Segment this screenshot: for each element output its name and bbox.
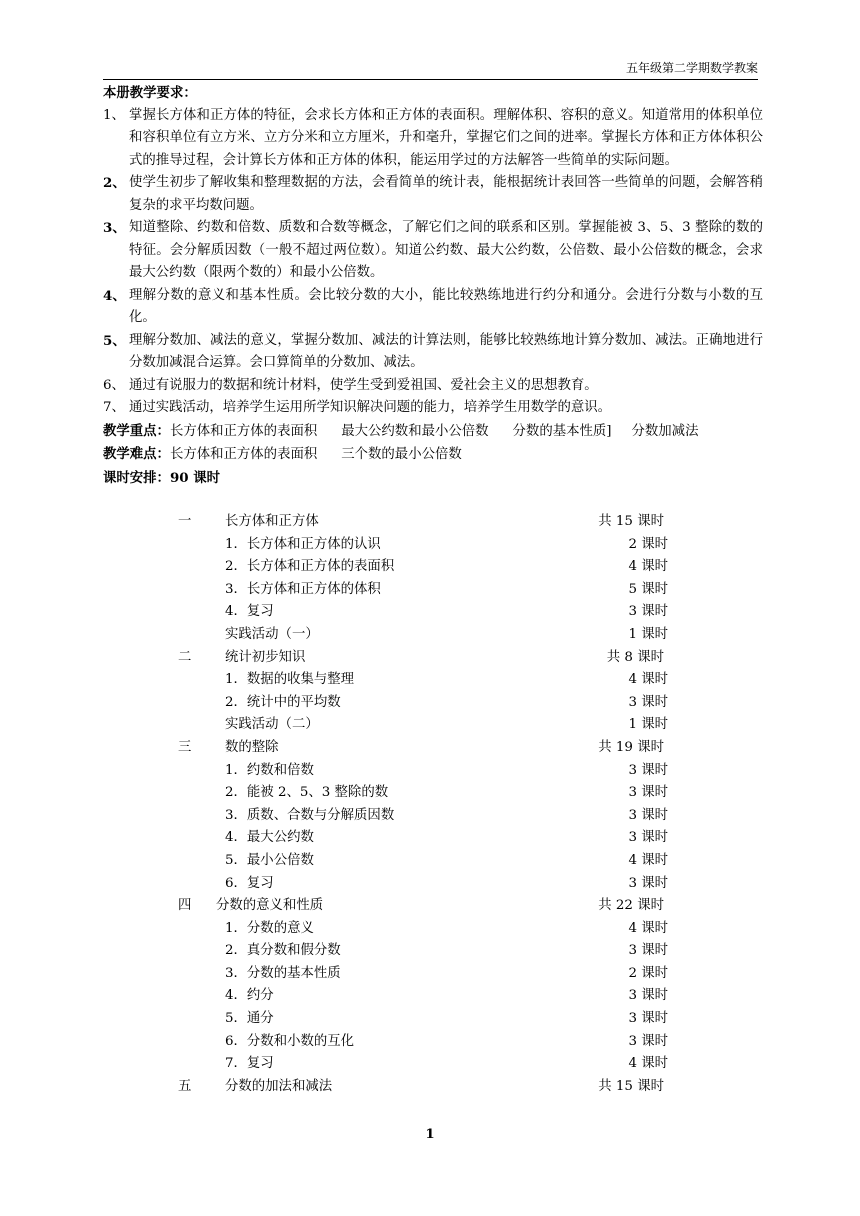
requirement-number: 4、 [103,287,126,304]
page-header: 五年级第二学期数学教案 [625,61,758,75]
chapter-number: 一 [178,514,192,529]
lesson-hours: 3 课时 [628,762,668,778]
schedule-lesson-row [178,760,668,783]
key-point-item: 分数加减法 [631,423,699,439]
lesson-hours: 3 课时 [628,988,668,1004]
difficulties-label: 教学难点： [103,446,170,462]
key-point-item: 最大公约数和最小公倍数 [341,423,489,439]
lesson-hours: 共 15 课时 [598,1078,664,1094]
schedule-lesson-row [178,827,668,850]
requirement-item [103,397,763,420]
key-points-line [103,420,763,444]
lesson-title: 实践活动（一） [225,626,319,642]
lesson-title: 3．分数的基本性质 [225,965,341,981]
lesson-title: 7．复习 [225,1056,274,1072]
lesson-hours: 共 19 课时 [598,739,664,755]
requirement-number: 3、 [103,220,126,236]
difficulties-line [103,443,763,467]
requirement-text: 知道整除、约数和倍数、质数和合数等概念，了解它们之间的联系和区别。掌握能被 3、5、3 整除的数的特征。会分解质因数（一般不超过两位数）。知道公约数、最大公约数，公倍数、最小公倍数的概念，会求最大公约数（限两个数的）和最小公倍数。 [129,220,763,280]
requirements-heading: 本册教学要求： [103,85,197,101]
requirement-number: 6、 [103,377,125,393]
lesson-title: 5．最小公倍数 [225,852,314,868]
schedule-label: 课时安排：90 课时 [103,469,221,486]
chapter-title: 数的整除 [225,739,279,755]
requirement-item [103,172,763,217]
chapter-title: 长方体和正方体 [225,514,319,529]
lesson-title: 2．能被 2、5、3 整除的数 [225,785,389,801]
chapter-number: 三 [178,739,192,755]
requirement-item [103,375,763,398]
lesson-hours: 3 课时 [628,830,668,846]
requirement-item [103,217,763,285]
document-body [103,82,763,489]
lesson-hours: 3 课时 [628,694,668,710]
schedule-lesson-row [178,579,668,602]
requirement-text: 通过有说服力的数据和统计材料，使学生受到爱祖国、爱社会主义的思想教育。 [129,377,598,393]
schedule-lesson-row [178,534,668,557]
lesson-hours: 4 课时 [628,672,668,688]
schedule-chapter-row [178,1076,668,1099]
schedule-chapter-row [178,895,668,918]
lesson-hours: 3 课时 [628,875,668,891]
lesson-title: 4．约分 [225,988,274,1004]
lesson-title: 4．最大公约数 [225,830,314,846]
lesson-hours: 4 课时 [628,1056,668,1072]
requirement-item [103,330,763,375]
schedule-lesson-row [178,782,668,805]
lesson-hours: 共 22 课时 [598,898,664,914]
chapter-title: 统计初步知识 [225,649,306,665]
lesson-title: 1．数据的收集与整理 [225,672,355,688]
lesson-hours: 共 8 课时 [606,649,664,665]
requirement-item [103,285,763,330]
schedule-lesson-row [178,940,668,963]
header-rule [103,79,758,80]
difficulty-item: 三个数的最小公倍数 [341,447,462,462]
schedule-lesson-row [178,873,668,896]
schedule-lesson-row [178,601,668,624]
lesson-hours: 1 课时 [628,626,668,642]
lesson-hours: 4 课时 [628,852,668,868]
lesson-title: 3．质数、合数与分解质因数 [225,807,395,823]
schedule-lesson-row [178,1053,668,1076]
lesson-title: 4．复习 [225,604,274,620]
schedule-chapter-row [178,647,668,670]
schedule-lesson-row [178,918,668,941]
requirement-text: 使学生初步了解收集和整理数据的方法，会看简单的统计表，能根据统计表回答一些简单的问题，会解答稍复杂的求平均数问题。 [129,175,763,213]
chapter-title: 分数的加法和减法 [225,1078,333,1094]
lesson-title: 实践活动（二） [225,717,319,733]
chapter-number: 五 [178,1078,192,1094]
schedule-lesson-row [178,850,668,873]
requirement-number: 7、 [103,400,125,415]
schedule-lesson-row [178,692,668,715]
page-number: 1 [425,1126,435,1142]
lesson-hours: 5 课时 [628,581,668,597]
lesson-title: 1．长方体和正方体的认识 [225,536,381,552]
requirement-number: 5、 [103,332,126,349]
schedule-lesson-row [178,985,668,1008]
lesson-hours: 4 课时 [628,920,668,936]
lesson-hours: 3 课时 [628,785,668,801]
chapter-title: 分数的意义和性质 [216,898,324,914]
lesson-hours: 3 课时 [628,1011,668,1027]
lesson-hours: 2 课时 [628,965,668,981]
schedule-table [178,511,668,1098]
requirement-text: 理解分数加、减法的意义，掌握分数加、减法的计算法则，能够比较熟练地计算分数加、减法。正确地进行分数加减混合运算。会口算简单的分数加、减法。 [129,332,763,370]
schedule-lesson-row [178,805,668,828]
lesson-hours: 3 课时 [628,1033,668,1049]
lesson-hours: 1 课时 [628,717,668,733]
chapter-number: 四 [178,898,192,914]
schedule-lesson-row [178,714,668,737]
lesson-hours: 3 课时 [628,807,668,823]
schedule-lesson-row [178,669,668,692]
key-point-item: 分数的基本性质] [512,423,612,439]
schedule-lesson-row [178,624,668,647]
requirement-number: 1、 [103,107,125,123]
lesson-title: 1．约数和倍数 [225,762,314,778]
requirement-text: 掌握长方体和正方体的特征，会求长方体和正方体的表面积。理解体积、容积的意义。知道常用的体积单位和容积单位有立方米、立方分米和立方厘米，升和毫升，掌握它们之间的进率。掌握长方体和正方体体积公式的推导过程，会计算长方体和正方体的体积，能运用学过的方法解答一些简单的实际问题。 [129,107,763,168]
lesson-title: 6．分数和小数的互化 [225,1033,355,1049]
requirements-list [103,105,763,420]
schedule-lesson-row [178,963,668,986]
difficulty-item: 长方体和正方体的表面积 [169,447,318,462]
lesson-title: 2．统计中的平均数 [225,694,341,710]
schedule-lesson-row [178,1031,668,1054]
requirement-text: 通过实践活动，培养学生运用所学知识解决问题的能力，培养学生用数学的意识。 [129,400,612,415]
lesson-title: 2．真分数和假分数 [225,943,341,959]
lesson-title: 5．通分 [225,1011,274,1027]
schedule-lesson-row [178,1008,668,1031]
schedule-chapter-row [178,737,668,760]
requirement-item [103,105,763,173]
lesson-title: 1．分数的意义 [225,920,314,936]
lesson-title: 2．长方体和正方体的表面积 [225,559,395,575]
chapter-number: 二 [178,649,192,665]
requirement-number: 2、 [103,175,126,191]
lesson-hours: 4 课时 [628,559,668,575]
key-point-item: 长方体和正方体的表面积 [169,423,318,439]
key-points-label: 教学重点： [103,422,170,439]
lesson-title: 3．长方体和正方体的体积 [225,581,381,597]
lesson-hours: 共 15 课时 [598,514,664,529]
schedule-lesson-row [178,556,668,579]
lesson-title: 6．复习 [225,875,274,891]
lesson-hours: 3 课时 [628,604,668,620]
requirement-text: 理解分数的意义和基本性质。会比较分数的大小，能比较熟练地进行约分和通分。会进行分数与小数的互化。 [129,287,763,325]
lesson-hours: 3 课时 [628,943,668,959]
lesson-hours: 2 课时 [628,536,668,552]
schedule-chapter-row [178,511,668,534]
